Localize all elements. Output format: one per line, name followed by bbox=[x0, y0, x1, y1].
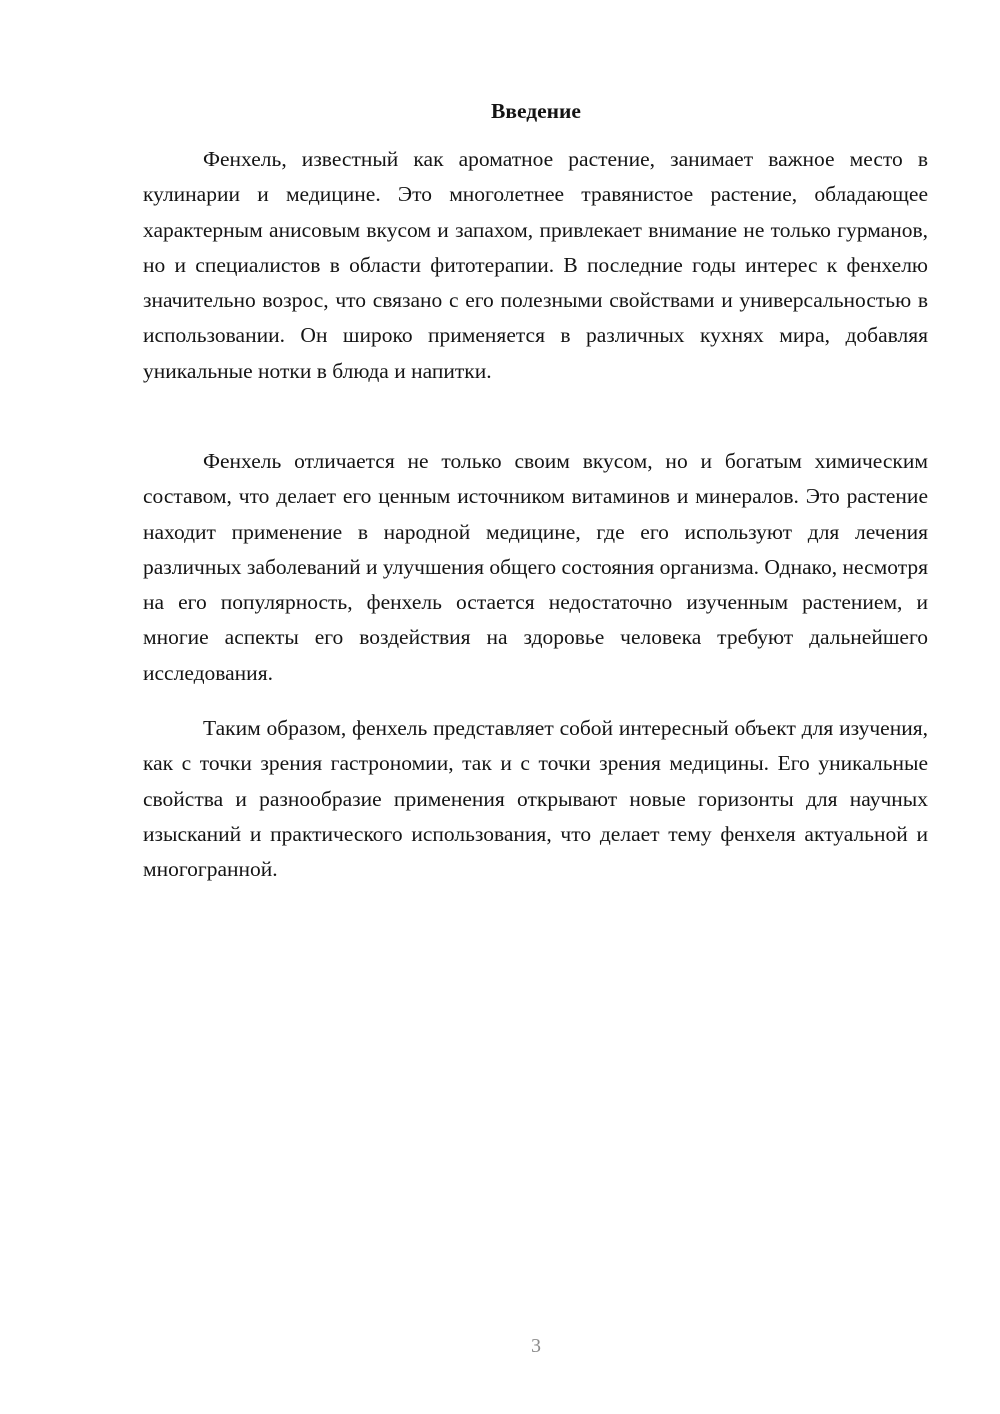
paragraph-1: Фенхель, известный как ароматное растение, занимает важное место в кулинарии и медицине. Это многолетнее травянистое растение, обладающее характерным анисовым вкусом и запахом, привлекает внимание не только гурманов, но и специалистов в области фитотерапии. В последние годы интерес к фенхелю значительно возрос, что связано с его полезными свойствами и универсальностью в использовании. Он широко применяется в различных кухнях мира, добавляя уникальные нотки в блюда и напитки. bbox=[143, 147, 928, 383]
paragraph-3: Таким образом, фенхель представляет собой интересный объект для изучения, как с точки зрения гастрономии, так и с точки зрения медицины. Его уникальные свойства и разнообразие применения открывают новые горизонты для научных изысканий и практического использования, что делает тему фенхеля актуальной и многогранной. bbox=[143, 716, 928, 882]
paragraph-2: Фенхель отличается не только своим вкусом, но и богатым химическим составом, что делает его ценным источником витаминов и минералов. Это растение находит применение в народной медицине, где его используют для лечения различных заболеваний и улучшения общего состояния организма. Однако, несмотря на его популярность, фенхель остается недостаточно изученным растением, и многие аспекты его воздействия на здоровье человека требуют дальнейшего исследования. bbox=[143, 449, 928, 685]
section-heading: Введение bbox=[491, 99, 581, 123]
page-number: 3 bbox=[531, 1335, 541, 1357]
